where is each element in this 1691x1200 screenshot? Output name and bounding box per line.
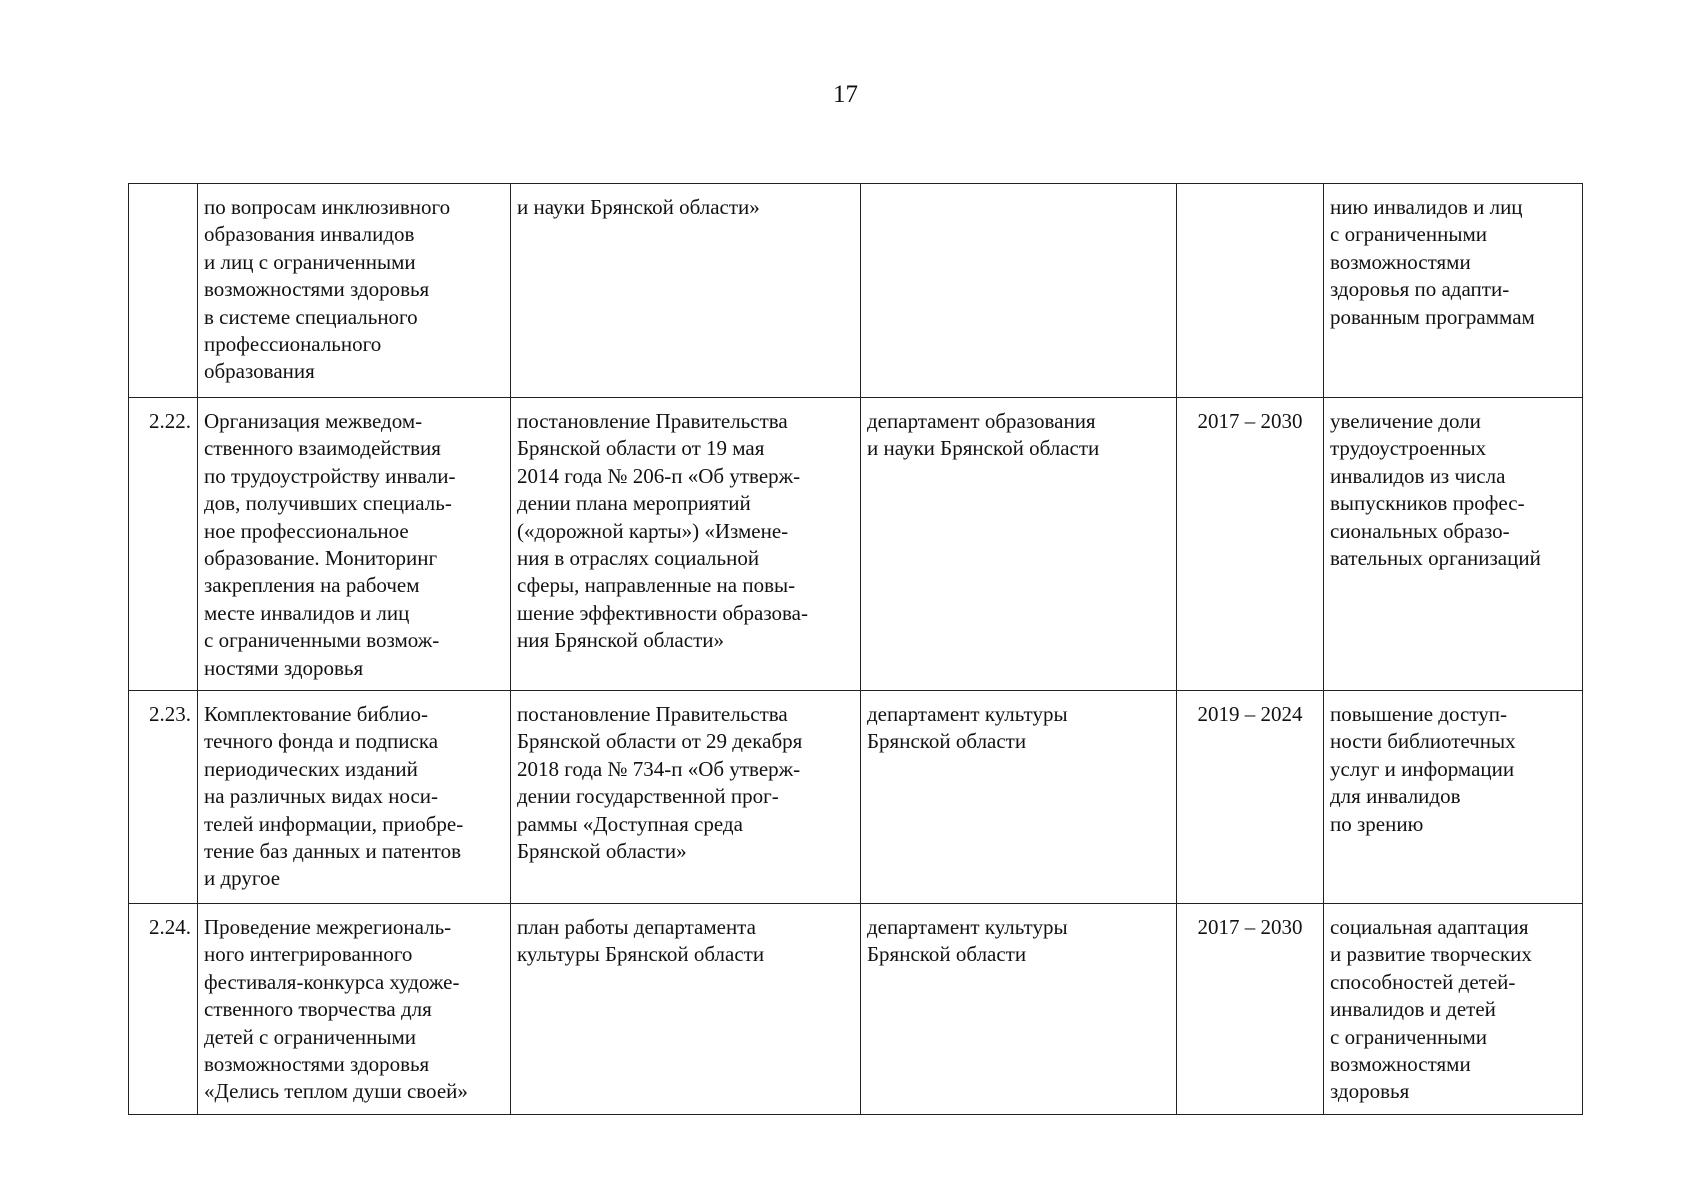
activity-cell: Проведение межрегиональ- ного интегрированного фестиваля-конкурса художе- ственного творчества для детей с ограниченными возможностями здоровья «Делись теплом души своей» xyxy=(198,904,511,1115)
table-row xyxy=(129,691,1583,904)
result-cell: повышение доступ- ности библиотечных услуг и информации для инвалидов по зрению xyxy=(1324,691,1583,904)
term-cell: 2017 – 2030 xyxy=(1177,398,1324,691)
basis-cell: и науки Брянской области» xyxy=(511,184,861,398)
activity-cell: Организация межведом- ственного взаимодействия по трудоустройству инвали- дов, получивших специаль- ное профессиональное образование. Мониторинг закрепления на рабочем месте инвалидов и лиц с ограниченными возмож- ностями здоровья xyxy=(198,398,511,691)
measures-table xyxy=(128,183,1583,1115)
page-number: 17 xyxy=(833,81,858,108)
row-number xyxy=(129,184,198,398)
executor-cell: департамент культуры Брянской области xyxy=(861,904,1177,1115)
table-row xyxy=(129,398,1583,691)
executor-cell xyxy=(861,184,1177,398)
result-cell: увеличение доли трудоустроенных инвалидов из числа выпускников профес- сиональных образо- вательных организаций xyxy=(1324,398,1583,691)
activity-cell: по вопросам инклюзивного образования инвалидов и лиц с ограниченными возможностями здоровья в системе специального профессионального образования xyxy=(198,184,511,398)
table-row xyxy=(129,904,1583,1115)
activity-cell: Комплектование библио- течного фонда и подписка периодических изданий на различных видах носи- телей информации, приобре- тение баз данных и патентов и другое xyxy=(198,691,511,904)
executor-cell: департамент образования и науки Брянской области xyxy=(861,398,1177,691)
term-cell: 2019 – 2024 xyxy=(1177,691,1324,904)
basis-cell: постановление Правительства Брянской области от 29 декабря 2018 года № 734-п «Об утверж- дении государственной прог- раммы «Доступная среда Брянской области» xyxy=(511,691,861,904)
row-number: 2.22. xyxy=(129,398,198,691)
table-row xyxy=(129,184,1583,398)
term-cell xyxy=(1177,184,1324,398)
result-cell: социальная адаптация и развитие творческих способностей детей- инвалидов и детей с ограниченными возможностями здоровья xyxy=(1324,904,1583,1115)
row-number: 2.24. xyxy=(129,904,198,1115)
basis-cell: постановление Правительства Брянской области от 19 мая 2014 года № 206-п «Об утверж- дении плана мероприятий («дорожной карты») «Измене- ния в отраслях социальной сферы, направленные на повы- шение эффективности образова- ния Брянской области» xyxy=(511,398,861,691)
row-number: 2.23. xyxy=(129,691,198,904)
result-cell: нию инвалидов и лиц с ограниченными возможностями здоровья по адапти- рованным программам xyxy=(1324,184,1583,398)
basis-cell: план работы департамента культуры Брянской области xyxy=(511,904,861,1115)
term-cell: 2017 – 2030 xyxy=(1177,904,1324,1115)
executor-cell: департамент культуры Брянской области xyxy=(861,691,1177,904)
